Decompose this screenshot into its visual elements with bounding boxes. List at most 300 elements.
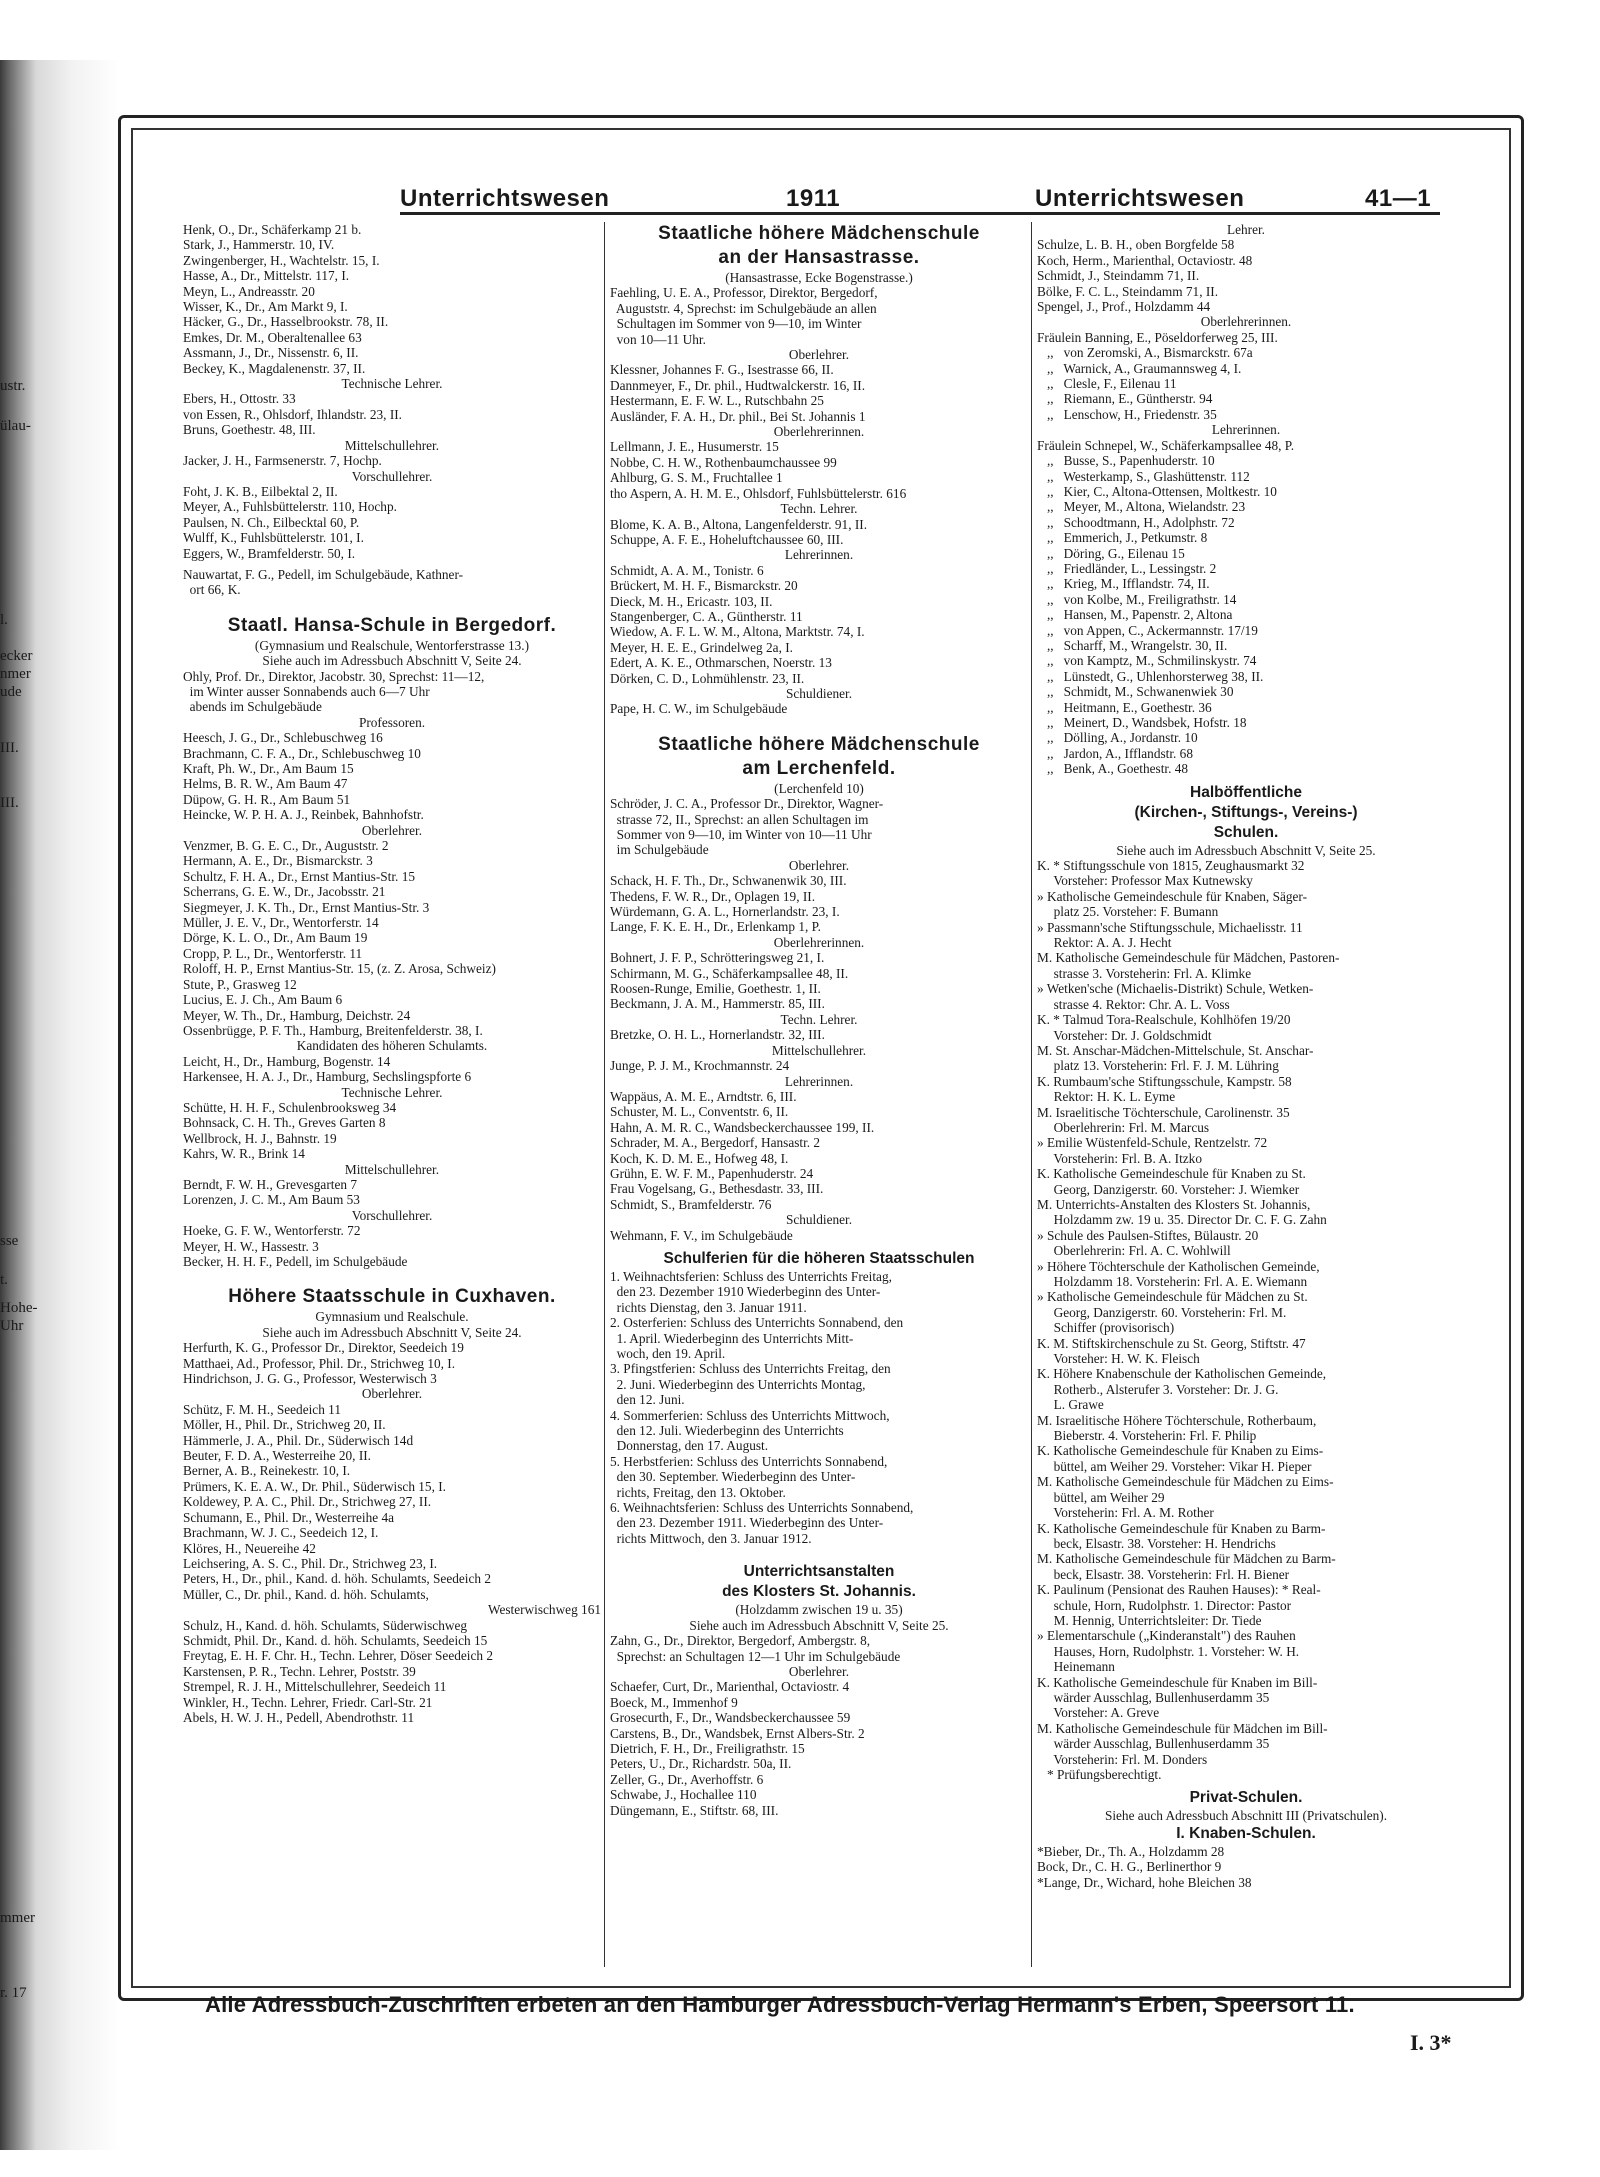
entry-line: Heinemann xyxy=(1037,1659,1115,1675)
spacer xyxy=(183,1269,601,1285)
previous-page-text: nmer xyxy=(0,666,31,682)
entry-line: M. Israelitische Töchterschule, Carolinenstr. 35 xyxy=(1037,1104,1290,1120)
subsection-label: Oberlehrerinnen. xyxy=(1200,314,1292,330)
section-heading: Unterrichtsanstalten xyxy=(743,1563,895,1581)
subsection-label: Professoren. xyxy=(358,714,426,730)
entry-line: » Katholische Gemeindeschule für Knaben, Säger- xyxy=(1037,888,1308,904)
entry-line: Hämmerle, J. A., Phil. Dr., Süderwisch 14d xyxy=(183,1432,414,1448)
entry-line: richts Mittwoch, den 3. Januar 1912. xyxy=(610,1530,812,1546)
entry-line: richts Dienstag, den 3. Januar 1911. xyxy=(610,1299,807,1315)
entry-line: Vorsteher: Professor Max Kutnewsky xyxy=(1037,873,1253,889)
spacer xyxy=(610,1546,1028,1562)
subsection-label: Oberlehrer. xyxy=(361,822,423,838)
entry-line: *Bieber, Dr., Th. A., Holzdamm 28 xyxy=(1037,1843,1225,1859)
entry-line: Foht, J. K. B., Eilbektal 2, II. xyxy=(183,483,338,499)
entry-line: Schütte, H. H. F., Schulenbrooksweg 34 xyxy=(183,1099,397,1115)
entry-line: L. Grawe xyxy=(1037,1397,1104,1413)
entry-line: im Winter ausser Sonnabends auch 6—7 Uhr xyxy=(183,683,430,699)
entry-line: Brachmann, W. J. C., Seedeich 12, I. xyxy=(183,1525,379,1541)
entry-line: abends im Schulgebäude xyxy=(183,699,322,715)
column-3 xyxy=(1037,222,1455,1890)
entry-line: Bölke, F. C. L., Steindamm 71, II. xyxy=(1037,283,1219,299)
entry-line: Dietrich, F. H., Dr., Freiligrathstr. 15 xyxy=(610,1740,805,1756)
entry-line: Schütz, F. M. H., Seedeich 11 xyxy=(183,1401,341,1417)
subsection-label: Siehe auch im Adressbuch Abschnitt V, Seite 24. xyxy=(262,1324,522,1340)
entry-line: Eggers, W., Bramfelderstr. 50, I. xyxy=(183,545,356,561)
entry-line: Meyer, W. Th., Dr., Hamburg, Deichstr. 24 xyxy=(183,1007,411,1023)
entry-line: Koch, Herm., Marienthal, Octaviostr. 48 xyxy=(1037,252,1253,268)
entry-line: M. Katholische Gemeindeschule für Mädchen im Bill- xyxy=(1037,1720,1328,1736)
entry-line: Wappäus, A. M. E., Arndtstr. 6, III. xyxy=(610,1088,797,1104)
entry-line: Cropp, P. L., Dr., Wentorferstr. 11 xyxy=(183,945,363,961)
entry-line: ,, von Kolbe, M., Freiligrathstr. 14 xyxy=(1037,591,1237,607)
previous-page-text: ecker xyxy=(0,648,33,664)
entry-line: ,, von Zeromski, A., Bismarckstr. 67a xyxy=(1037,345,1253,361)
previous-page-text: ustr. xyxy=(0,378,26,394)
entry-line: K. M. Stiftskirchenschule zu St. Georg, Stiftstr. 47 xyxy=(1037,1335,1306,1351)
entry-line: Nobbe, C. H. W., Rothenbaumchaussee 99 xyxy=(610,454,837,470)
entry-line: beck, Elsastr. 38. Vorsteher: H. Hendrichs xyxy=(1037,1535,1276,1551)
entry-line: tho Aspern, A. H. M. E., Ohlsdorf, Fuhlsbüttelerstr. 616 xyxy=(610,485,907,501)
entry-line: Prümers, K. E. A. W., Dr. Phil., Süderwisch 15, I. xyxy=(183,1478,446,1494)
previous-page-text: t. xyxy=(0,1272,8,1288)
subsection-label: Siehe auch Adressbuch Abschnitt III (Privatschulen). xyxy=(1104,1808,1388,1824)
entry-line: Leicht, H., Dr., Hamburg, Bogenstr. 14 xyxy=(183,1053,391,1069)
section-heading: des Klosters St. Johannis. xyxy=(722,1583,916,1601)
entry-line: Schulze, L. B. H., oben Borgfelde 58 xyxy=(1037,237,1235,253)
entry-line: Carstens, B., Dr., Wandsbek, Ernst Albers-Str. 2 xyxy=(610,1725,865,1741)
entry-line: Oberlehrerin: Frl. M. Marcus xyxy=(1037,1119,1210,1135)
entry-line: Meyn, L., Andreasstr. 20 xyxy=(183,283,315,299)
entry-line: ,, Krieg, M., Ifflandstr. 74, II. xyxy=(1037,576,1210,592)
entry-line: 6. Weihnachtsferien: Schluss des Unterrichts Sonnabend, xyxy=(610,1500,914,1516)
previous-page-text: III. xyxy=(0,740,19,756)
entry-line: Meyer, A., Fuhlsbüttelerstr. 110, Hochp. xyxy=(183,499,397,515)
subsection-label: Lehrerinnen. xyxy=(1211,422,1281,438)
entry-line: Schröder, J. C. A., Professor Dr., Direktor, Wagner- xyxy=(610,796,884,812)
entry-line: Pape, H. C. W., im Schulgebäude xyxy=(610,701,788,717)
entry-line: von Essen, R., Ohlsdorf, Ihlandstr. 23, II. xyxy=(183,406,403,422)
section-heading: Staatl. Hansa-Schule in Bergedorf. xyxy=(227,614,557,636)
entry-line: 4. Sommerferien: Schluss des Unterrichts Mittwoch, xyxy=(610,1407,890,1423)
entry-line: ,, Schoodtmann, H., Adolphstr. 72 xyxy=(1037,514,1235,530)
entry-line: strasse 72, II., Sprechst: an allen Schultagen im xyxy=(610,811,869,827)
entry-line: Matthaei, Ad., Professor, Phil. Dr., Strichweg 10, I. xyxy=(183,1355,456,1371)
entry-line: Bruns, Goethestr. 48, III. xyxy=(183,422,316,438)
section-heading: Staatliche höhere Mädchenschule xyxy=(658,733,980,755)
entry-line: Hasse, A., Dr., Mittelstr. 117, I. xyxy=(183,268,350,284)
entry-line: Emkes, Dr. M., Oberaltenallee 63 xyxy=(183,329,362,345)
entry-line: Holzdamm zw. 19 u. 35. Director Dr. C. F. G. Zahn xyxy=(1037,1212,1327,1228)
entry-line: Klöres, H., Neuereihe 42 xyxy=(183,1540,316,1556)
entry-line: Sprechst: an Schultagen 12—1 Uhr im Schulgebäude xyxy=(610,1648,901,1664)
entry-line: Bohnsack, C. H. Th., Greves Garten 8 xyxy=(183,1115,386,1131)
previous-page-text: Hohe- xyxy=(0,1300,38,1316)
entry-line: » Wetken'sche (Michaelis-Distrikt) Schule, Wetken- xyxy=(1037,981,1314,997)
entry-line: Beuter, F. D. A., Westerreihe 20, II. xyxy=(183,1448,371,1464)
entry-line: Karstensen, P. R., Techn. Lehrer, Poststr. 39 xyxy=(183,1663,416,1679)
entry-line: Peters, U., Dr., Richardstr. 50a, II. xyxy=(610,1756,792,1772)
entry-line: Assmann, J., Dr., Nissenstr. 6, II. xyxy=(183,345,359,361)
entry-line: Grosecurth, F., Dr., Wandsbeckerchaussee 59 xyxy=(610,1710,851,1726)
entry-line: » Höhere Töchterschule der Katholischen Gemeinde, xyxy=(1037,1258,1320,1274)
entry-line: » Katholische Gemeindeschule für Mädchen zu St. xyxy=(1037,1289,1308,1305)
entry-line: Bock, Dr., C. H. G., Berlinerthor 9 xyxy=(1037,1859,1222,1875)
entry-line: Schmidt, Phil. Dr., Kand. d. höh. Schulamts, Seedeich 15 xyxy=(183,1632,488,1648)
entry-line: K. Höhere Knabenschule der Katholischen Gemeinde, xyxy=(1037,1366,1327,1382)
entry-line: Schack, H. F. Th., Dr., Schwanenwik 30, III. xyxy=(610,873,847,889)
entry-line: M. Katholische Gemeindeschule für Mädchen zu Eims- xyxy=(1037,1474,1334,1490)
section-heading: Schulferien für die höheren Staatsschulen xyxy=(663,1249,975,1267)
entry-line: Peters, H., Dr., phil., Kand. d. höh. Schulamts, Seedeich 2 xyxy=(183,1571,492,1587)
entry-line: Rektor: A. A. J. Hecht xyxy=(1037,935,1172,951)
entry-line: Vorsteherin: Frl. M. Donders xyxy=(1037,1751,1208,1767)
subsection-label: Vorschullehrer. xyxy=(351,1207,433,1223)
subsection-label: Siehe auch im Adressbuch Abschnitt V, Seite 24. xyxy=(262,653,522,669)
entry-line: Heesch, J. G., Dr., Schlebuschweg 16 xyxy=(183,730,383,746)
entry-line: ,, Riemann, E., Güntherstr. 94 xyxy=(1037,391,1213,407)
entry-line: 5. Herbstferien: Schluss des Unterrichts Sonnabend, xyxy=(610,1453,888,1469)
entry-line: Faehling, U. E. A., Professor, Direktor, Bergedorf, xyxy=(610,285,878,301)
entry-line: richts, Freitag, den 13. Oktober. xyxy=(610,1484,786,1500)
entry-line: Stark, J., Hammerstr. 10, IV. xyxy=(183,237,335,253)
entry-line: wärder Ausschlag, Bullenhuserdamm 35 xyxy=(1037,1736,1270,1752)
entry-line: Schmidt, A. A. M., Tonistr. 6 xyxy=(610,562,764,578)
entry-line: Scherrans, G. E. W., Dr., Jacobsstr. 21 xyxy=(183,884,386,900)
previous-page-text: III. xyxy=(0,795,19,811)
entry-line: M. Katholische Gemeindeschule für Mädchen zu Barm- xyxy=(1037,1551,1336,1567)
entry-line: ,, von Kamptz, M., Schmilinskystr. 74 xyxy=(1037,653,1257,669)
entry-line: Ebers, H., Ottostr. 33 xyxy=(183,391,296,407)
entry-line: K. Rumbaum'sche Stiftungsschule, Kampstr. 58 xyxy=(1037,1073,1292,1089)
entry-line: M. Hennig, Unterrichtsleiter: Dr. Tiede xyxy=(1037,1612,1262,1628)
subsection-label: Oberlehrer. xyxy=(788,857,850,873)
entry-line: Roloff, H. P., Ernst Mantius-Str. 15, (z. Z. Arosa, Schweiz) xyxy=(183,961,496,977)
entry-line: Ossenbrügge, P. F. Th., Hamburg, Breitenfelderstr. 38, I. xyxy=(183,1022,483,1038)
entry-line: Zahn, G., Dr., Direktor, Bergedorf, Ambergstr. 8, xyxy=(610,1633,871,1649)
subsection-label: Lehrer. xyxy=(1226,222,1266,237)
entry-line: Schulz, H., Kand. d. höh. Schulamts, Süderwischweg xyxy=(183,1617,468,1633)
entry-line: Edert, A. K. E., Othmarschen, Noerstr. 13 xyxy=(610,655,832,671)
entry-line: Strempel, R. J. H., Mittelschullehrer, Seedeich 11 xyxy=(183,1679,447,1695)
entry-line: Häcker, G., Dr., Hasselbrookstr. 78, II. xyxy=(183,314,389,330)
subsection-label: Kandidaten des höheren Schulamts. xyxy=(296,1038,488,1054)
column-1 xyxy=(183,222,601,1725)
entry-line: Wisser, K., Dr., Am Markt 9, I. xyxy=(183,299,348,315)
entry-line: ,, Scharff, M., Wrangelstr. 30, II. xyxy=(1037,637,1228,653)
entry-line: wärder Ausschlag, Bullenhuserdamm 35 xyxy=(1037,1689,1270,1705)
subsection-label: Techn. Lehrer. xyxy=(780,1011,858,1027)
entry-line: Westerwischweg 161 xyxy=(487,1602,601,1618)
entry-line: Henk, O., Dr., Schäferkamp 21 b. xyxy=(183,222,362,237)
entry-line: Koldewey, P. A. C., Phil. Dr., Strichweg 27, II. xyxy=(183,1494,432,1510)
subsection-label: Oberlehrerinnen. xyxy=(773,424,865,440)
previous-page-text: ülau- xyxy=(0,418,31,434)
previous-page-text: ude xyxy=(0,684,22,700)
entry-line: Hahn, A. M. R. C., Wandsbeckerchaussee 199, II. xyxy=(610,1119,875,1135)
entry-line: Wehmann, F. V., im Schulgebäude xyxy=(610,1227,793,1243)
subsection-label: Siehe auch im Adressbuch Abschnitt V, Seite 25. xyxy=(689,1617,949,1633)
entry-line: Düpow, G. H. R., Am Baum 51 xyxy=(183,791,351,807)
entry-line: büttel, am Weiher 29 xyxy=(1037,1489,1165,1505)
previous-page-text: l. xyxy=(0,612,8,628)
entry-line: Berner, A. B., Reinekestr. 10, I. xyxy=(183,1463,351,1479)
entry-line: K. * Stiftungsschule von 1815, Zeughausmarkt 32 xyxy=(1037,858,1305,874)
entry-line: ,, Meinert, D., Wandsbek, Hofstr. 18 xyxy=(1037,715,1247,730)
entry-line: Frau Vogelsang, G., Bethesdastr. 33, III. xyxy=(610,1181,824,1197)
entry-line: Beckmann, J. A. M., Hammerstr. 85, III. xyxy=(610,996,825,1012)
entry-line: Georg, Danzigerstr. 60. Vorsteherin: Frl. M. xyxy=(1037,1304,1287,1320)
entry-line: ,, Jardon, A., Ifflandstr. 68 xyxy=(1037,745,1193,761)
entry-line: Fräulein Banning, E., Pöseldorferweg 25, III. xyxy=(1037,329,1278,345)
footer-notice: Alle Adressbuch-Zuschriften erbeten an den Hamburger Adressbuch-Verlag Hermann's Erben, Speersort 11. xyxy=(205,1992,1355,2017)
entry-line: Hermann, A. E., Dr., Bismarckstr. 3 xyxy=(183,853,373,869)
section-heading: an der Hansastrasse. xyxy=(718,247,920,268)
entry-line: Freytag, E. H. F. Chr. H., Techn. Lehrer, Döser Seedeich 2 xyxy=(183,1648,493,1664)
subsection-label: Oberlehrer. xyxy=(788,1663,850,1679)
entry-line: Ahlburg, G. S. M., Fruchtallee 1 xyxy=(610,470,783,486)
entry-line: » Passmann'sche Stiftungsschule, Michaelisstr. 11 xyxy=(1037,919,1303,935)
entry-line: Hoeke, G. F. W., Wentorferstr. 72 xyxy=(183,1223,361,1239)
entry-line: Oberlehrerin: Frl. A. C. Wohlwill xyxy=(1037,1243,1231,1259)
entry-line: Ausländer, F. A. H., Dr. phil., Bei St. Johannis 1 xyxy=(610,408,866,424)
entry-line: Dörge, K. L. O., Dr., Am Baum 19 xyxy=(183,930,368,946)
header-year: 1911 xyxy=(786,185,841,212)
entry-line: Zeller, G., Dr., Averhoffstr. 6 xyxy=(610,1771,764,1787)
entry-line: im Schulgebäude xyxy=(610,842,709,858)
spacer xyxy=(610,717,1028,733)
section-heading: (Kirchen-, Stiftungs-, Vereins-) xyxy=(1134,803,1358,821)
entry-line: M. Israelitische Höhere Töchterschule, Rotherbaum, xyxy=(1037,1412,1317,1428)
entry-line: Becker, H. H. F., Pedell, im Schulgebäude xyxy=(183,1254,408,1269)
entry-line: Helms, B. R. W., Am Baum 47 xyxy=(183,776,348,792)
entry-line: den 23. Dezember 1910 Wiederbeginn des Unter- xyxy=(610,1284,881,1300)
entry-line: ,, Warnick, A., Graumannsweg 4, I. xyxy=(1037,360,1242,376)
subsection-label: Mittelschullehrer. xyxy=(344,1161,440,1177)
entry-line: woch, den 19. April. xyxy=(610,1346,726,1361)
entry-line: Dörken, C. D., Lohmühlenstr. 23, II. xyxy=(610,670,805,686)
subsection-label: (Holzdamm zwischen 19 u. 35) xyxy=(735,1602,903,1618)
column-divider-1 xyxy=(604,222,605,1967)
entry-line: ort 66, K. xyxy=(183,582,241,598)
subsection-label: Schuldiener. xyxy=(785,1212,853,1228)
entry-line: Dieck, M. H., Ericastr. 103, II. xyxy=(610,593,773,609)
entry-line: Schultz, F. H. A., Dr., Ernst Mantius-Str. 15 xyxy=(183,868,416,884)
entry-line: Möller, H., Phil. Dr., Strichweg 20, II. xyxy=(183,1417,386,1433)
entry-line: Vorsteherin: Frl. A. M. Rother xyxy=(1037,1505,1214,1521)
previous-page-text: Uhr xyxy=(0,1318,24,1334)
subsection-label: Techn. Lehrer. xyxy=(780,501,858,517)
entry-line: ,, Emmerich, J., Petkumstr. 8 xyxy=(1037,530,1208,546)
subsection-label: Oberlehrer. xyxy=(788,347,850,363)
entry-line: platz 13. Vorsteherin: Frl. F. J. M. Lühring xyxy=(1037,1058,1279,1074)
subsection-label: Oberlehrer. xyxy=(361,1386,423,1402)
entry-line: den 12. Juli. Wiederbeginn des Unterrichts xyxy=(610,1423,844,1439)
entry-line: Schmidt, S., Bramfelderstr. 76 xyxy=(610,1196,772,1212)
entry-line: 2. Juni. Wiederbeginn des Unterrichts Montag, xyxy=(610,1376,866,1392)
column-2 xyxy=(610,222,1028,1818)
entry-line: Meyer, H. E. E., Grindelweg 2a, I. xyxy=(610,639,793,655)
entry-line: Boeck, M., Immenhof 9 xyxy=(610,1694,738,1710)
entry-line: den 30. September. Wiederbeginn des Unter- xyxy=(610,1469,856,1485)
entry-line: ,, Hansen, M., Papenstr. 2, Altona xyxy=(1037,607,1233,623)
entry-line: M. Unterrichts-Anstalten des Klosters St. Johannis, xyxy=(1037,1196,1311,1212)
entry-line: strasse 3. Vorsteherin: Frl. A. Klimke xyxy=(1037,965,1252,981)
entry-line: ,, Döring, G., Eilenau 15 xyxy=(1037,545,1185,561)
previous-page-text: r. 17 xyxy=(0,1985,27,2001)
footer-page-signature: I. 3* xyxy=(1410,2030,1452,2055)
entry-line: Vorsteher: H. W. K. Fleisch xyxy=(1037,1351,1200,1367)
entry-line: Auguststr. 4, Sprechst: im Schulgebäude an allen xyxy=(610,300,877,316)
entry-line: strasse 4. Rektor: Chr. A. L. Voss xyxy=(1037,996,1230,1012)
entry-line: Zwingenberger, H., Wachtelstr. 15, I. xyxy=(183,252,380,268)
entry-line: 3. Pfingstferien: Schluss des Unterrichts Freitag, den xyxy=(610,1361,891,1377)
entry-line: Abels, H. W. J. H., Pedell, Abendrothstr. 11 xyxy=(183,1709,415,1725)
entry-line: K. Katholische Gemeindeschule für Knaben zu St. xyxy=(1037,1166,1306,1182)
column-divider-2 xyxy=(1031,222,1032,1967)
entry-line: Vorsteher: A. Greve xyxy=(1037,1705,1160,1721)
entry-line: Venzmer, B. G. E. C., Dr., Auguststr. 2 xyxy=(183,838,389,854)
entry-line: Wellbrock, H. J., Bahnstr. 19 xyxy=(183,1130,337,1146)
entry-line: Kahrs, W. R., Brink 14 xyxy=(183,1146,305,1162)
entry-line: Spengel, J., Prof., Holzdamm 44 xyxy=(1037,299,1211,315)
entry-line: Bieberstr. 4. Vorsteherin: Frl. F. Philip xyxy=(1037,1428,1257,1444)
entry-line: Bretzke, O. H. L., Hornerlandstr. 32, III. xyxy=(610,1027,825,1043)
subsection-label: Oberlehrerinnen. xyxy=(773,934,865,950)
entry-line: ,, Schmidt, M., Schwanenwiek 30 xyxy=(1037,684,1234,700)
entry-line: Schuppe, A. F. E., Hoheluftchaussee 60, III. xyxy=(610,531,844,547)
entry-line: * Prüfungsberechtigt. xyxy=(1037,1767,1162,1782)
entry-line: Nauwartat, F. G., Pedell, im Schulgebäude, Kathner- xyxy=(183,566,464,582)
entry-line: Donnerstag, den 17. August. xyxy=(610,1438,769,1454)
entry-line: 2. Osterferien: Schluss des Unterrichts Sonnabend, den xyxy=(610,1315,904,1331)
entry-line: Holzdamm 18. Vorsteherin: Frl. A. E. Wiemann xyxy=(1037,1274,1308,1289)
subsection-label: Lehrerinnen. xyxy=(784,1073,854,1089)
subsection-label: Lehrerinnen. xyxy=(784,547,854,563)
entry-line: Heincke, W. P. H. A. J., Reinbek, Bahnhofstr. xyxy=(183,807,424,823)
entry-line: Herfurth, K. G., Professor Dr., Direktor, Seedeich 19 xyxy=(183,1340,464,1356)
entry-line: Lucius, E. J. Ch., Am Baum 6 xyxy=(183,992,343,1008)
entry-line: K. Katholische Gemeindeschule für Knaben zu Barm- xyxy=(1037,1520,1326,1536)
entry-line: Ohly, Prof. Dr., Direktor, Jacobstr. 30, Sprechst: 11—12, xyxy=(183,668,485,684)
entry-line: Lorenzen, J. C. M., Am Baum 53 xyxy=(183,1192,360,1208)
entry-line: M. St. Anschar-Mädchen-Mittelschule, St. Anschar- xyxy=(1037,1042,1314,1058)
entry-line: Leichsering, A. S. C., Phil. Dr., Strichweg 23, I. xyxy=(183,1555,438,1571)
entry-line: Harkensee, H. A. J., Dr., Hamburg, Sechslingspforte 6 xyxy=(183,1069,472,1085)
entry-line: Blome, K. A. B., Altona, Langenfelderstr. 91, II. xyxy=(610,516,868,532)
entry-line: Lange, F. K. E. H., Dr., Erlenkamp 1, P. xyxy=(610,919,821,935)
entry-line: 1. Weihnachtsferien: Schluss des Unterrichts Freitag, xyxy=(610,1268,892,1284)
entry-line: Brückert, M. H. F., Bismarckstr. 20 xyxy=(610,578,798,594)
entry-line: Vorsteher: Dr. J. Goldschmidt xyxy=(1037,1027,1212,1043)
entry-line: Schiffer (provisorisch) xyxy=(1037,1320,1175,1336)
entry-line: Rektor: H. K. L. Eyme xyxy=(1037,1089,1176,1105)
entry-line: ,, Lünstedt, G., Uhlenhorsterweg 38, II. xyxy=(1037,668,1264,684)
entry-line: büttel, am Weiher 29. Vorsteher: Vikar H. Pieper xyxy=(1037,1458,1312,1474)
previous-page-text: mmer xyxy=(0,1910,35,1926)
entry-line: Kraft, Ph. W., Dr., Am Baum 15 xyxy=(183,761,354,776)
subsection-label: Technische Lehrer. xyxy=(341,1084,443,1100)
entry-line: Hestermann, E. F. W. L., Rutschbahn 25 xyxy=(610,393,824,409)
spacer xyxy=(183,598,601,614)
entry-line: Roosen-Runge, Emilie, Goethestr. 1, II. xyxy=(610,981,821,997)
subsection-label: (Gymnasium und Realschule, Wentorferstrasse 13.) xyxy=(254,637,530,653)
entry-line: Winkler, H., Techn. Lehrer, Friedr. Carl-Str. 21 xyxy=(183,1694,433,1710)
subsection-label: Mittelschullehrer. xyxy=(771,1042,867,1058)
entry-line: Müller, J. E. V., Dr., Wentorferstr. 14 xyxy=(183,915,379,931)
subsection-label: Gymnasium und Realschule. xyxy=(315,1309,469,1325)
entry-line: Thedens, F. W. R., Dr., Oplagen 19, II. xyxy=(610,888,816,904)
entry-line: Jacker, J. H., Farmsenerstr. 7, Hochp. xyxy=(183,453,382,469)
entry-line: Berndt, F. W. H., Grevesgarten 7 xyxy=(183,1176,357,1192)
entry-line: ,, Busse, S., Papenhuderstr. 10 xyxy=(1037,453,1215,469)
header-rule xyxy=(400,212,1440,215)
entry-line: Klessner, Johannes F. G., Isestrasse 66, II. xyxy=(610,362,834,378)
entry-line: » Emilie Wüstenfeld-Schule, Rentzelstr. 72 xyxy=(1037,1135,1268,1151)
entry-line: Düngemann, E., Stiftstr. 68, III. xyxy=(610,1802,779,1818)
entry-line: ,, Benk, A., Goethestr. 48 xyxy=(1037,761,1189,777)
entry-line: Hindrichson, J. G. G., Professor, Westerwisch 3 xyxy=(183,1371,437,1387)
previous-page-text: sse xyxy=(0,1233,19,1249)
entry-line: Georg, Danzigerstr. 60. Vorsteher: J. Wiemker xyxy=(1037,1181,1300,1197)
entry-line: Sommer von 9—10, im Winter von 10—11 Uhr xyxy=(610,827,872,842)
entry-line: K. Katholische Gemeindeschule für Knaben im Bill- xyxy=(1037,1674,1318,1690)
entry-line: K. Katholische Gemeindeschule für Knaben zu Eims- xyxy=(1037,1443,1324,1459)
entry-line: Bohnert, J. F. P., Schrötteringsweg 21, I. xyxy=(610,950,825,966)
entry-line: Schultagen im Sommer von 9—10, im Winter xyxy=(610,316,862,332)
entry-line: 1. April. Wiederbeginn des Unterrichts Mitt- xyxy=(610,1330,854,1346)
section-heading: Höhere Staatsschule in Cuxhaven. xyxy=(228,1286,556,1308)
entry-line: beck, Elsastr. 38. Vorsteherin: Frl. H. Biener xyxy=(1037,1566,1290,1582)
entry-line: *Lange, Dr., Wichard, hohe Bleichen 38 xyxy=(1037,1874,1252,1890)
entry-line: ,, Westerkamp, S., Glashüttenstr. 112 xyxy=(1037,468,1250,484)
section-heading: Schulen. xyxy=(1213,823,1279,841)
subsection-label: (Lerchenfeld 10) xyxy=(774,780,864,796)
entry-line: ,, Lenschow, H., Friedenstr. 35 xyxy=(1037,406,1217,422)
header-left-title: Unterrichtswesen xyxy=(400,185,610,212)
entry-line: Schirmann, M. G., Schäferkampsallee 48, II. xyxy=(610,965,849,981)
entry-line: Dannmeyer, F., Dr. phil., Hudtwalckerstr. 16, II. xyxy=(610,377,866,393)
entry-line: ,, Dölling, A., Jordanstr. 10 xyxy=(1037,730,1198,746)
entry-line: Grühn, E. W. F. M., Papenhuderstr. 24 xyxy=(610,1165,814,1181)
entry-line: Stute, P., Grasweg 12 xyxy=(183,976,297,992)
subsection-label: (Hansastrasse, Ecke Bogenstrasse.) xyxy=(725,270,913,285)
entry-line: Junge, P. J. M., Krochmannstr. 24 xyxy=(610,1058,790,1074)
section-heading: Privat-Schulen. xyxy=(1189,1789,1303,1807)
entry-line: Wulff, K., Fuhlsbüttelerstr. 101, I. xyxy=(183,530,364,546)
entry-line: » Elementarschule („Kinderanstalt") des Rauhen xyxy=(1037,1628,1296,1644)
entry-line: » Schule des Paulsen-Stiftes, Bülaustr. 20 xyxy=(1037,1227,1259,1243)
subsection-label: Schuldiener. xyxy=(785,685,853,701)
entry-line: Koch, K. D. M. E., Hofweg 48, I. xyxy=(610,1150,789,1166)
subsection-label: Siehe auch im Adressbuch Abschnitt V, Seite 25. xyxy=(1116,842,1376,858)
header-page-number: 41—1 xyxy=(1365,185,1432,212)
entry-line: Schumann, E., Phil. Dr., Westerreihe 4a xyxy=(183,1509,395,1525)
entry-line: M. Katholische Gemeindeschule für Mädchen, Pastoren- xyxy=(1037,950,1340,966)
entry-line: Rotherb., Alsterufer 3. Vorsteher: Dr. J. G. xyxy=(1037,1381,1279,1397)
entry-line: Meyer, H. W., Hassestr. 3 xyxy=(183,1238,319,1254)
entry-line: den 23. Dezember 1911. Wiederbeginn des Unter- xyxy=(610,1515,884,1531)
entry-line: K. * Talmud Tora-Realschule, Kohlhöfen 19/20 xyxy=(1037,1012,1291,1028)
entry-line: K. Paulinum (Pensionat des Rauhen Hauses): * Real- xyxy=(1037,1582,1321,1598)
entry-line: ,, Meyer, M., Altona, Wielandstr. 23 xyxy=(1037,499,1246,515)
previous-page-fragment xyxy=(0,100,100,2050)
entry-line: Schuster, M. L., Conventstr. 6, II. xyxy=(610,1104,789,1120)
entry-line: Stangenberger, C. A., Güntherstr. 11 xyxy=(610,608,803,624)
subsection-label: Mittelschullehrer. xyxy=(344,437,440,453)
section-heading: Halböffentliche xyxy=(1190,783,1302,801)
entry-line: Schmidt, J., Steindamm 71, II. xyxy=(1037,268,1200,284)
